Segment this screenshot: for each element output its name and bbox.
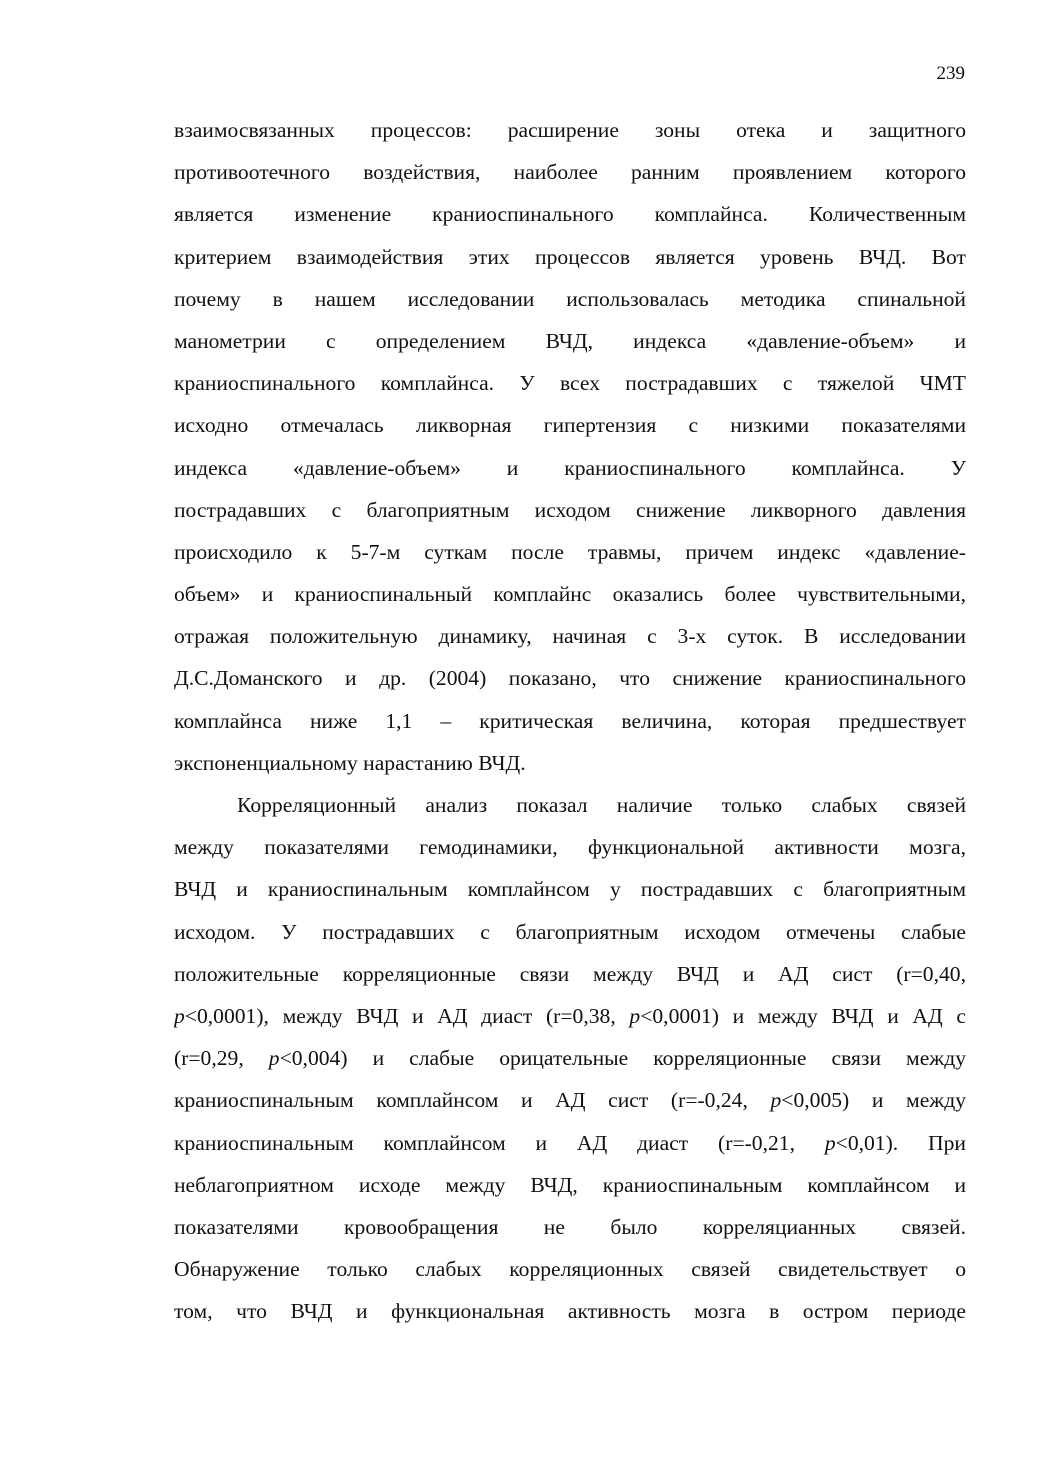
- text-line: неблагоприятном исходе между ВЧД, краниоспинальным комплайнсом и: [174, 1172, 966, 1197]
- text-line: объем» и краниоспинальный комплайнс оказались более чувствительными,: [174, 582, 966, 607]
- page-number: 239: [936, 63, 965, 84]
- text-line: противоотечного воздействия, наиболее ранним проявлением которого: [174, 160, 966, 185]
- text-line: ВЧД и краниоспинальным комплайнсом у пострадавших с благоприятным: [174, 877, 966, 902]
- paragraph-1: [174, 109, 966, 784]
- text-line: краниоспинальным комплайнсом и АД диаст (r=-0,21, p<0,01). При: [174, 1130, 966, 1155]
- text-line: почему в нашем исследовании использовалась методика спинальной: [174, 286, 966, 311]
- text-line: краниоспинальным комплайнсом и АД сист (r=-0,24, p<0,005) и между: [174, 1088, 966, 1113]
- text-line: комплайнса ниже 1,1 – критическая величина, которая предшествует: [174, 708, 966, 733]
- text-line: Обнаружение только слабых корреляционных связей свидетельствует о: [174, 1257, 966, 1282]
- text-line: манометрии с определением ВЧД, индекса «давление-объем» и: [174, 328, 966, 353]
- text-line: индекса «давление-объем» и краниоспинального комплайнса. У: [174, 455, 966, 480]
- text-line: Корреляционный анализ показал наличие только слабых связей: [237, 793, 966, 817]
- text-line: между показателями гемодинамики, функциональной активности мозга,: [174, 835, 966, 860]
- text-line: экспоненциальному нарастанию ВЧД.: [174, 750, 526, 775]
- text-line: положительные корреляционные связи между ВЧД и АД сист (r=0,40,: [174, 961, 966, 986]
- text-line: отражая положительную динамику, начиная с 3-х суток. В исследовании: [174, 624, 966, 649]
- text-line: показателями кровообращения не было корреляцианных связей.: [174, 1214, 966, 1239]
- paragraph-2: [174, 784, 966, 1332]
- text-line: p<0,0001), между ВЧД и АД диаст (r=0,38, p<0,0001) и между ВЧД и АД с: [174, 1003, 966, 1028]
- text-line: критерием взаимодействия этих процессов является уровень ВЧД. Вот: [174, 244, 966, 269]
- text-line: является изменение краниоспинального комплайнса. Количественным: [174, 202, 966, 227]
- text-line: (r=0,29, p<0,004) и слабые орицательные корреляционные связи между: [174, 1046, 966, 1071]
- text-line: происходило к 5-7-м суткам после травмы, причем индекс «давление-: [174, 539, 966, 564]
- text-line: исходом. У пострадавших с благоприятным исходом отмечены слабые: [174, 919, 966, 944]
- text-line: краниоспинального комплайнса. У всех пострадавших с тяжелой ЧМТ: [174, 371, 966, 396]
- text-line: исходно отмечалась ликворная гипертензия с низкими показателями: [174, 413, 966, 438]
- text-line: Д.С.Доманского и др. (2004) показано, что снижение краниоспинального: [174, 666, 966, 691]
- text-line: пострадавших с благоприятным исходом снижение ликворного давления: [174, 497, 966, 522]
- text-line: том, что ВЧД и функциональная активность мозга в остром периоде: [174, 1299, 966, 1324]
- body-text: [174, 109, 966, 1332]
- text-line: взаимосвязанных процессов: расширение зоны отека и защитного: [174, 118, 966, 142]
